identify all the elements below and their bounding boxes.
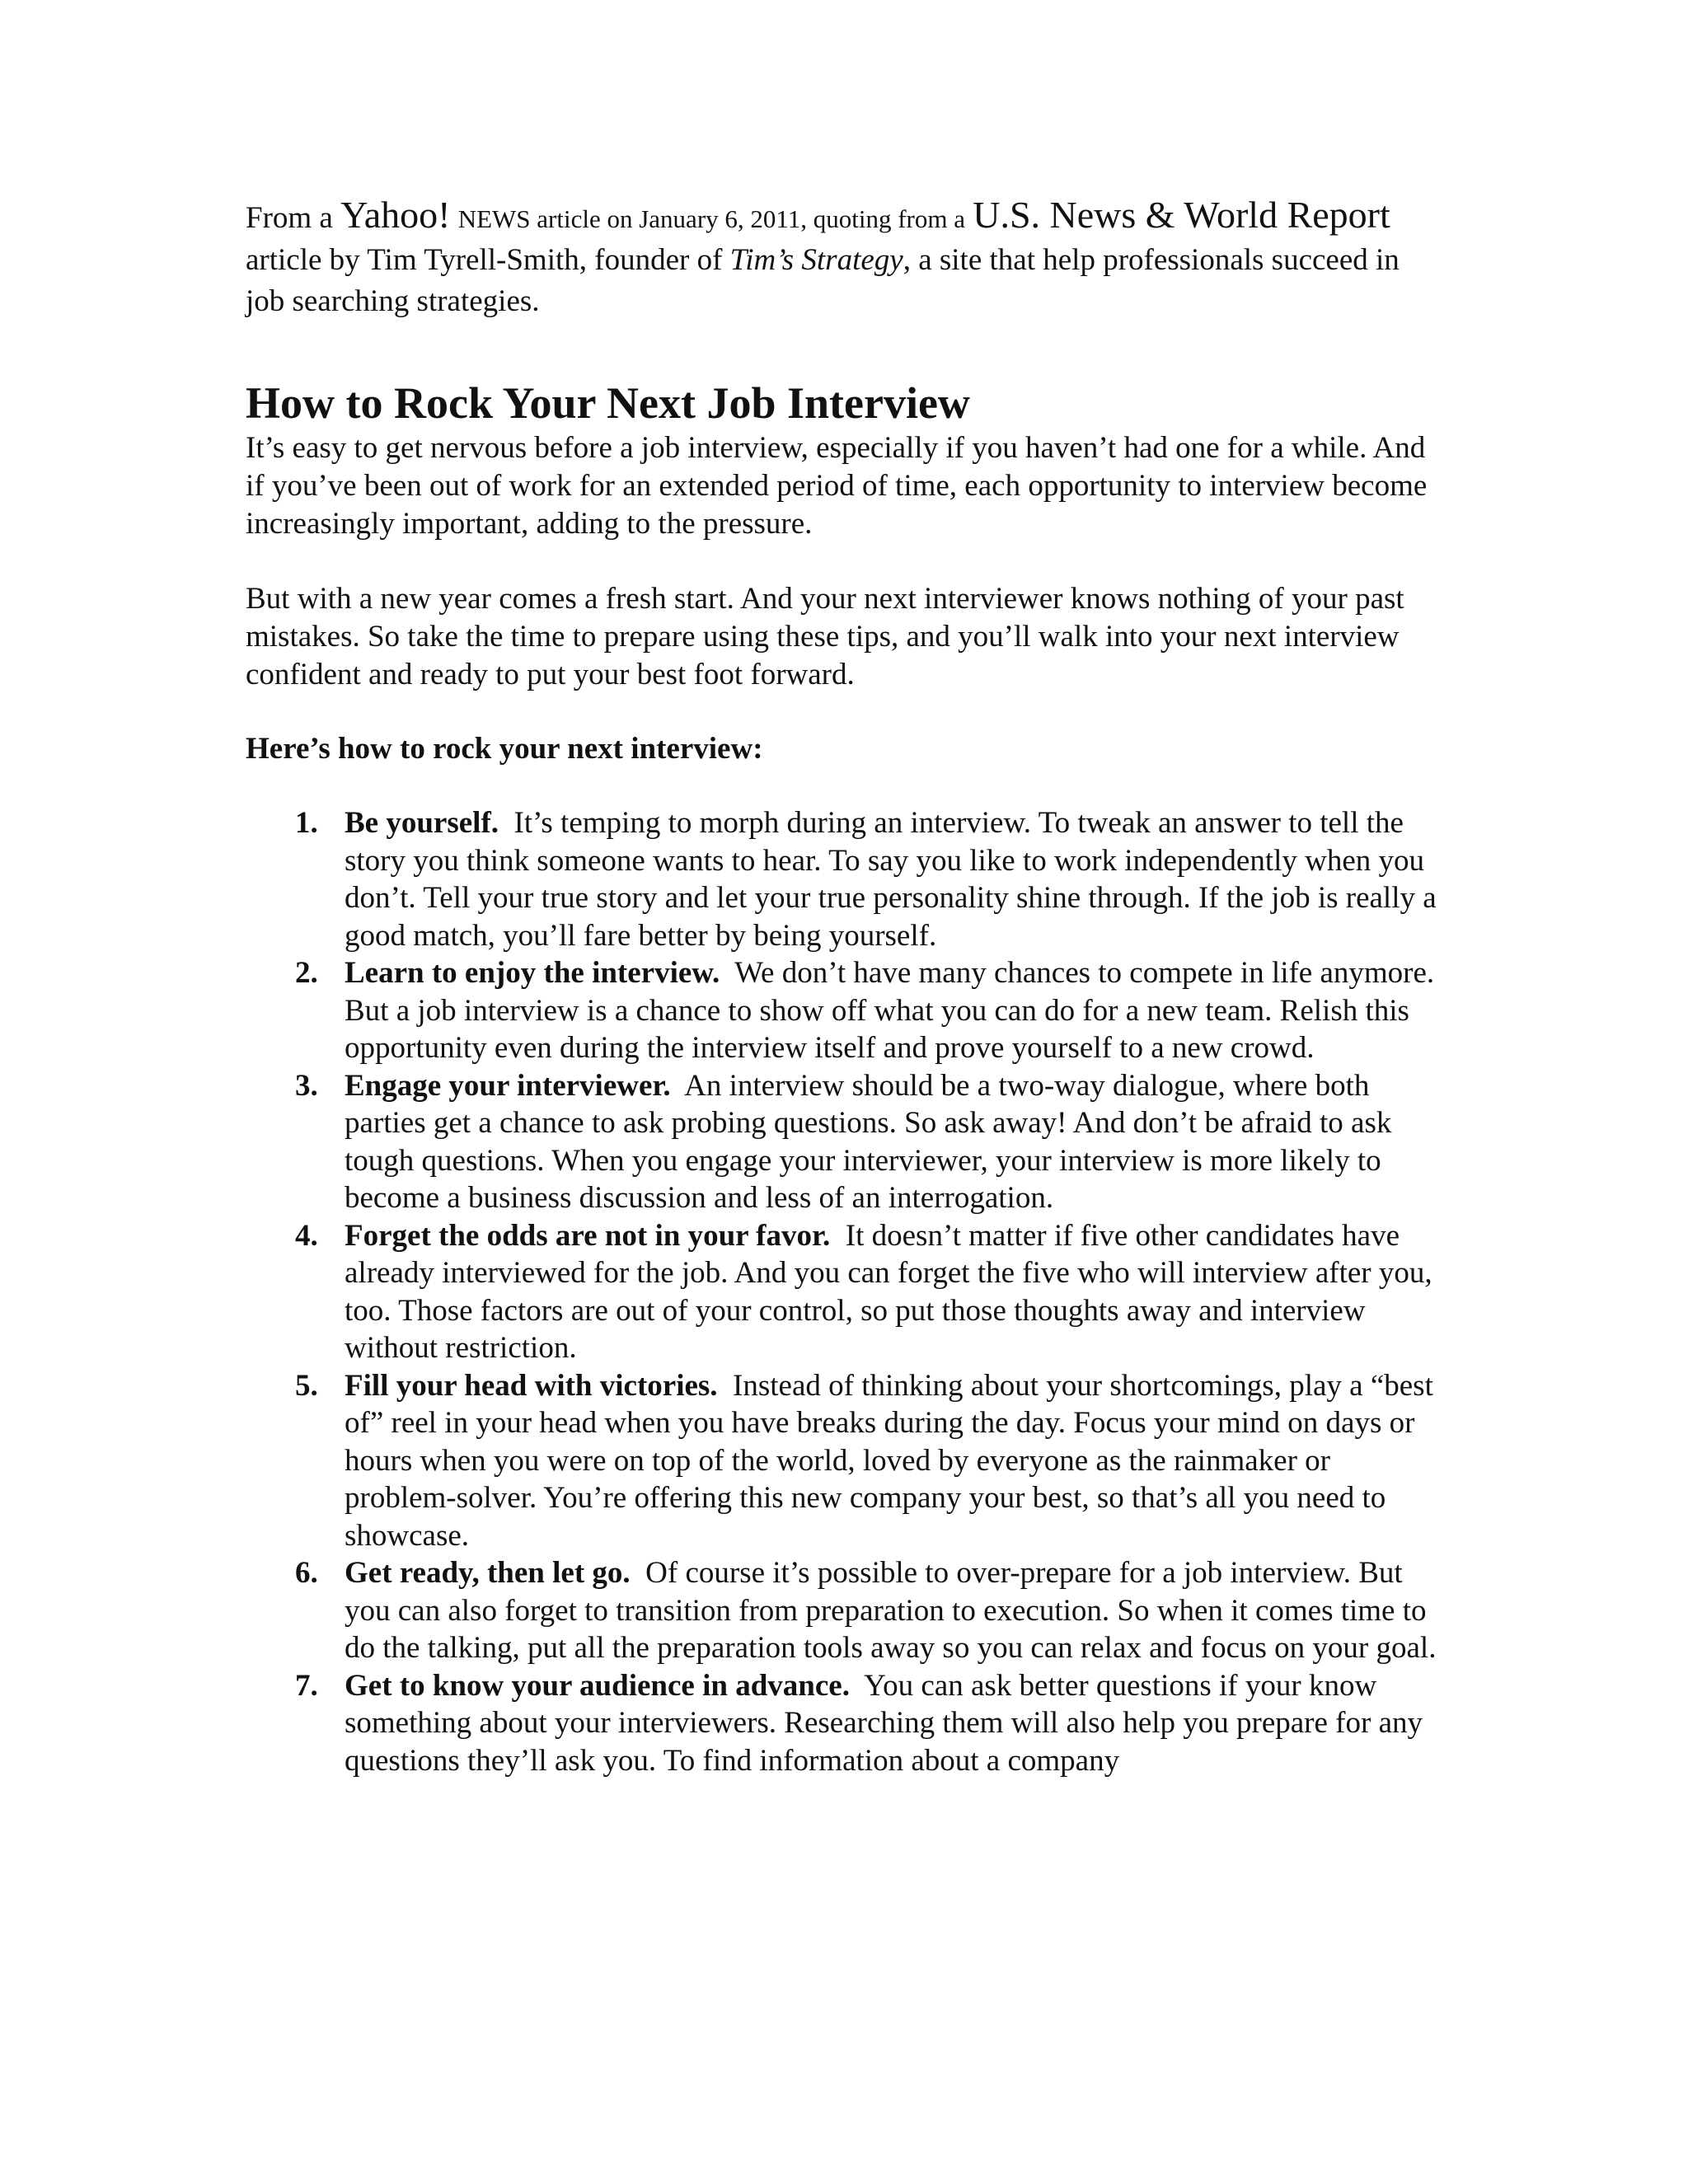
list-item-text: Of course it’s possible to over-prepare for a job interview. But you can also forget to transition from preparation to execution. So when it comes time to do the talking, put all the preparation tools away so you can relax and focus on your goal. [345,1556,1437,1665]
intro-article-by: article by Tim Tyrell-Smith, founder of [246,243,723,277]
list-item-text: It doesn’t matter if five other candidates have already interviewed for the job. And you can forget the five who will interview after you, too. Those factors are out of your control, so put those thoughts away and interview without restriction. [345,1218,1432,1365]
list-item-number: 3. [295,1068,318,1103]
list-item-number: 7. [295,1668,318,1703]
list-item-text: We don’t have many chances to compete in life anymore. But a job interview is a chance to show off what you can do for a new team. Relish this opportunity even during the interview itself and prove yourself to a new crowd. [345,956,1435,1065]
list-item-number: 1. [295,806,318,840]
list-item-number: 5. [295,1368,318,1403]
list-item [246,804,1441,954]
list-item [246,1217,1441,1367]
article-title: How to Rock Your Next Job Interview [246,378,970,428]
body-paragraph: But with a new year comes a fresh start. And your next interviewer knows nothing of your past mistakes. So take the time to prepare using these tips, and you’ll walk into your next interview confident and ready to put your best foot forward. [246,582,1404,691]
intro-paragraph [246,194,1441,322]
document-page [246,194,1441,1779]
list-item-lead: Forget the odds are not in your favor. [345,1218,831,1253]
intro-usnews: U.S. News & World Report [973,194,1390,236]
list-item-lead: Get ready, then let go. [345,1556,631,1590]
list-item-lead: Get to know your audience in advance. [345,1668,850,1703]
list-item-text: Instead of thinking about your shortcomings, play a “best of” reel in your head when you have breaks during the day. Focus your mind on days or hours when you were on top of the world, loved by everyone as the rainmaker or problem-solver. You’re offering this new company your best, so that’s all you need to showcase. [345,1368,1433,1553]
intro-from: From a [246,201,333,235]
list-item-text: You can ask better questions if your know something about your interviewers. Researching them will also help you prepare for any questions they’ll ask you. To find information about a company [345,1668,1423,1778]
list-item [246,954,1441,1067]
list-item [246,1667,1441,1780]
list-item [246,1067,1441,1217]
intro-news-article: NEWS article on January 6, 2011, quoting from a [457,204,965,233]
intro-tims-strategy: Tim’s Strategy [729,243,903,277]
intro-site-desc: , a site that help professionals succeed in job searching strategies. [246,243,1400,318]
list-item-lead: Be yourself. [345,806,499,840]
list-item [246,1367,1441,1555]
list-item-number: 6. [295,1556,318,1590]
list-heading: Here’s how to rock your next interview: [246,732,763,766]
list-item-text: It’s temping to morph during an interview. To tweak an answer to tell the story you think someone wants to hear. To say you like to work independently when you don’t. Tell your true story and let your true personality shine through. If the job is really a good match, you’ll fare better by being yourself. [345,806,1437,953]
list-item-number: 4. [295,1218,318,1253]
list-item-number: 2. [295,956,318,990]
list-item-lead: Engage your interviewer. [345,1068,671,1103]
tips-list [246,804,1441,1779]
list-item [246,1554,1441,1667]
intro-yahoo: Yahoo! [340,194,451,236]
list-item-lead: Fill your head with victories. [345,1368,718,1403]
list-item-lead: Learn to enjoy the interview. [345,956,720,990]
list-item-text: An interview should be a two-way dialogue, where both parties get a chance to ask probing questions. So ask away! And don’t be afraid to ask tough questions. When you engage your interviewer, your interview is more likely to become a business discussion and less of an interrogation. [345,1068,1392,1215]
body-paragraph: It’s easy to get nervous before a job interview, especially if you haven’t had one for a while. And if you’ve been out of work for an extended period of time, each opportunity to interview become increasingly important, adding to the pressure. [246,431,1428,541]
